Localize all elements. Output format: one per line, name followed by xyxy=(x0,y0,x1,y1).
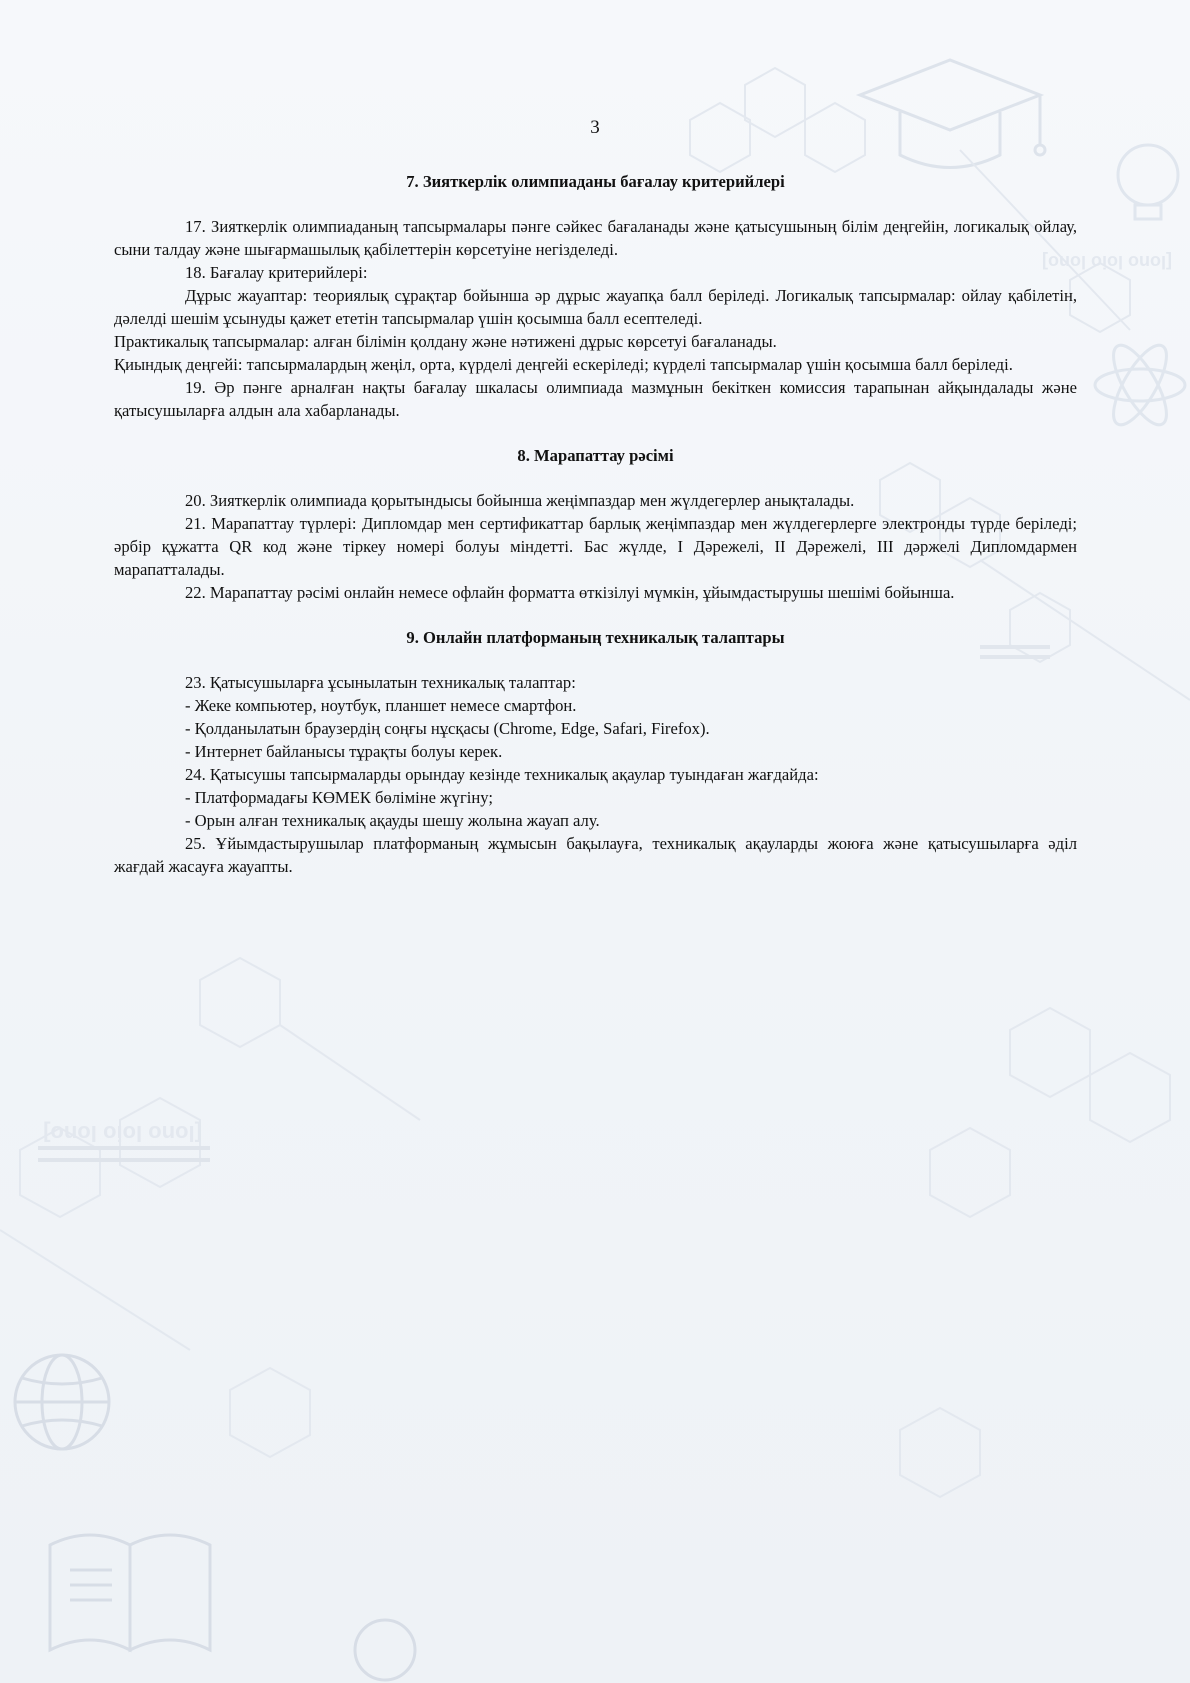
paragraph-20: 20. Зияткерлік олимпиада қорытындысы бойынша жеңімпаздар мен жүлдегерлер анықталады. xyxy=(185,491,855,510)
paragraph-21: 21. Марапаттау түрлері: Дипломдар мен сертификаттар барлық жеңімпаздар мен жүлдегерлерге электронды түрде беріледі; әрбір құжатта QR код және тіркеу номері болуы міндетті. Бас жүлде, І Дәрежелі, ІІ Дәрежелі, ІІІ дәржелі Дипломдармен марапатталады. xyxy=(114,514,1077,579)
paragraph-25: 25. Ұйымдастырушылар платформаның жұмысын бақылауға, техникалық ақауларды жоюға және қатысушыларға әділ жағдай жасауға жауапты. xyxy=(114,834,1077,876)
criteria-practical-tasks: Практикалық тапсырмалар: алған білімін қолдану және нәтижені дұрыс көрсетуі бағаланады. xyxy=(114,332,777,351)
document-body xyxy=(114,170,1077,878)
watermark-stamp: [lono loio lono] xyxy=(1042,252,1172,272)
paragraph-22: 22. Марапаттау рәсімі онлайн немесе офлайн форматта өткізілуі мүмкін, ұйымдастырушы шешімі бойынша. xyxy=(185,583,955,602)
list-item: - Орын алған техникалық ақауды шешу жолына жауап алу. xyxy=(185,811,600,830)
list-item: - Платформадағы КӨМЕК бөліміне жүгіну; xyxy=(185,788,493,807)
section-heading-8: 8. Марапаттау рәсімі xyxy=(517,446,674,465)
section-heading-9: 9. Онлайн платформаның техникалық талаптары xyxy=(406,628,785,647)
criteria-difficulty-level: Қиындық деңгейі: тапсырмалардың жеңіл, орта, күрделі деңгейі ескеріледі; күрделі тапсырмалар үшін қосымша балл беріледі. xyxy=(114,355,1013,374)
paragraph-23: 23. Қатысушыларға ұсынылатын техникалық талаптар: xyxy=(185,673,576,692)
paragraph-18: 18. Бағалау критерийлері: xyxy=(185,263,368,282)
paragraph-24: 24. Қатысушы тапсырмаларды орындау кезінде техникалық ақаулар туындаған жағдайда: xyxy=(185,765,819,784)
paragraph-17: 17. Зияткерлік олимпиаданың тапсырмалары пәнге сәйкес бағаланады және қатысушының білім деңгейін, логикалық ойлау, сыни талдау және шығармашылық қабілеттерін көрсетуіне негізделеді. xyxy=(114,217,1077,259)
criteria-correct-answers: Дұрыс жауаптар: теориялық сұрақтар бойынша әр дұрыс жауапқа балл беріледі. Логикалық тапсырмалар: ойлау қабілетін, дәлелді шешім ұсынуды қажет ететін тапсырмалар үшін қосымша балл есептеледі. xyxy=(114,286,1077,328)
list-item: - Қолданылатын браузердің соңғы нұсқасы (Chrome, Edge, Safari, Firefox). xyxy=(185,719,710,738)
section-heading-7: 7. Зияткерлік олимпиаданы бағалау критерийлері xyxy=(406,172,785,191)
list-item: - Жеке компьютер, ноутбук, планшет немесе смартфон. xyxy=(185,696,577,715)
watermark-stamp: [lono loio lono] xyxy=(43,1121,202,1146)
list-item: - Интернет байланысы тұрақты болуы керек. xyxy=(185,742,503,761)
paragraph-19: 19. Әр пәнге арналған нақты бағалау шкаласы олимпиада мазмұнын бекіткен комиссия тарапынан айқындалады және қатысушыларға алдын ала хабарланады. xyxy=(114,378,1077,420)
page-number: 3 xyxy=(590,117,600,138)
